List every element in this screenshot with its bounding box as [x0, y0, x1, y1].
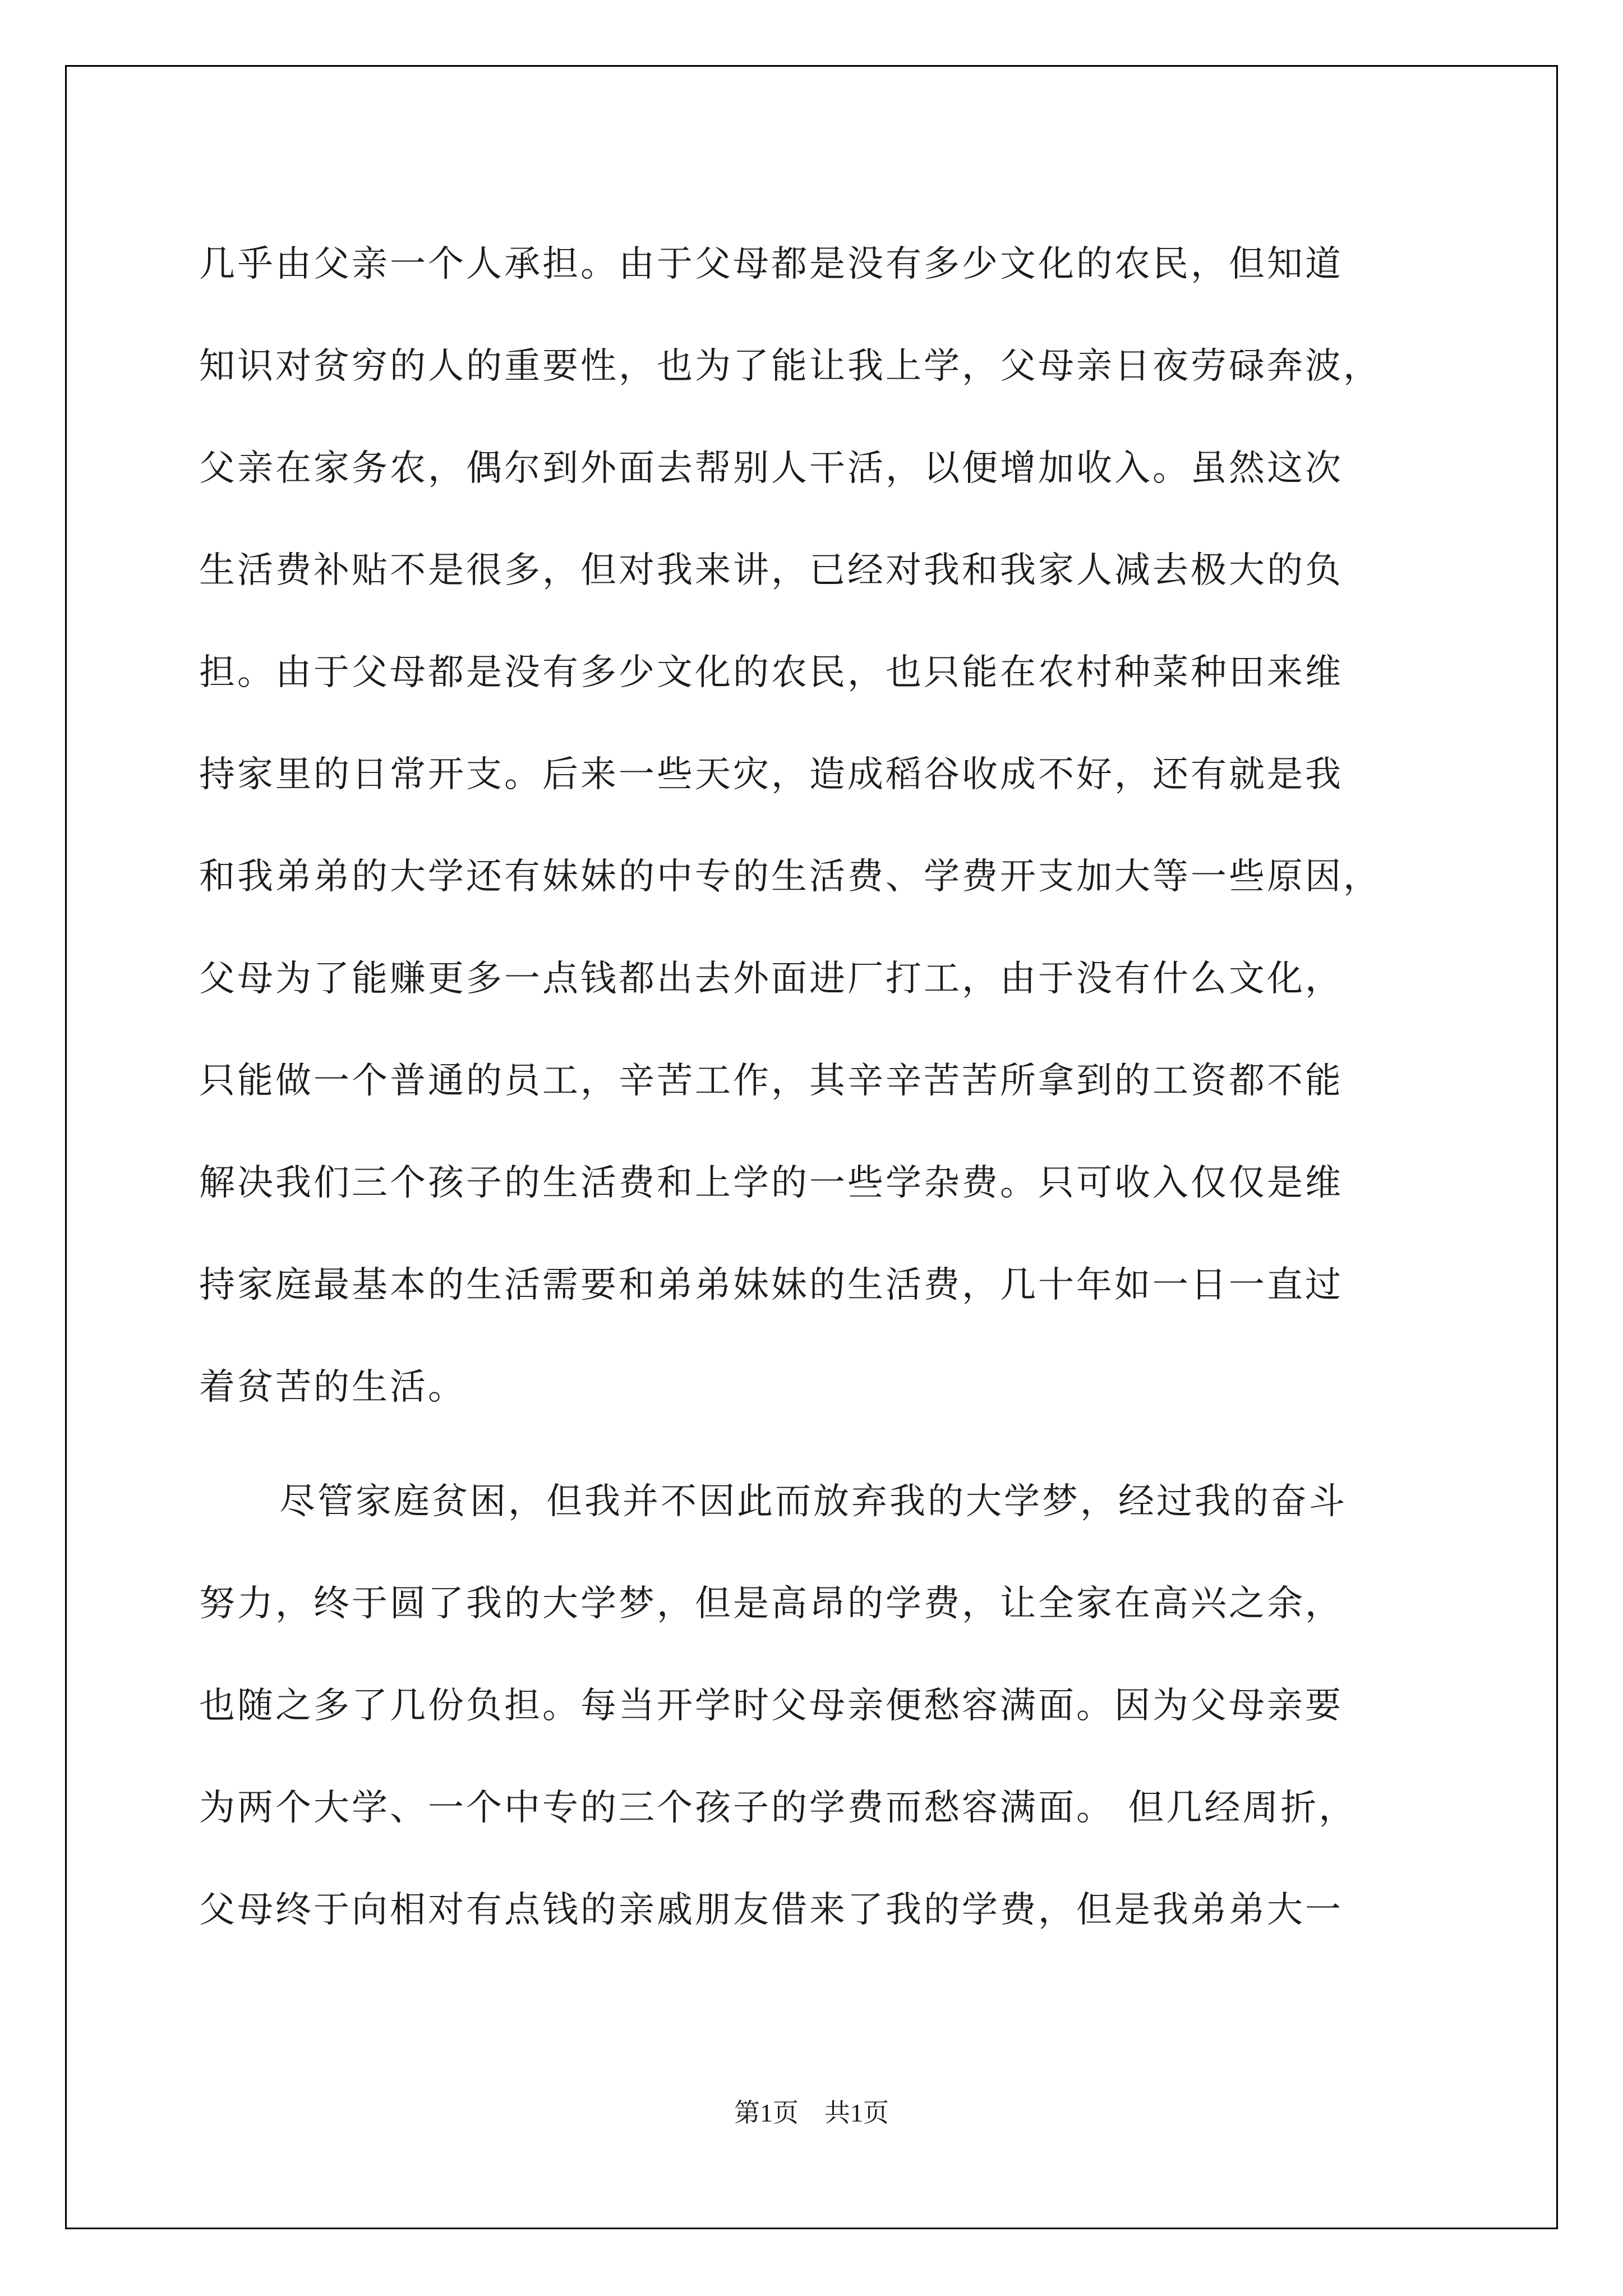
text-line: 和我弟弟的大学还有妹妹的中专的生活费、学费开支加大等一些原因， [199, 856, 1381, 898]
text-line: 着贫苦的生活。 [199, 1366, 466, 1408]
text-line: 父母为了能赚更多一点钱都出去外面进厂打工，由于没有什么文化， [199, 958, 1343, 1000]
text-line: 父母终于向相对有点钱的亲戚朋友借来了我的学费，但是我弟弟大一 [199, 1889, 1343, 1931]
text-line: 担。由于父母都是没有多少文化的农民，也只能在农村种菜种田来维 [199, 652, 1343, 693]
document-body [199, 213, 1427, 1961]
text-line: 生活费补贴不是很多，但对我来讲，已经对我和我家人减去极大的负 [199, 550, 1343, 591]
text-line: 也随之多了几份负担。每当开学时父母亲便愁容满面。因为父母亲要 [199, 1685, 1343, 1727]
paragraph-gap [199, 1438, 1427, 1451]
text-line: 只能做一个普通的员工，辛苦工作，其辛辛苦苦所拿到的工资都不能 [199, 1060, 1343, 1102]
paragraph-1 [199, 213, 1427, 1438]
text-line: 父亲在家务农，偶尔到外面去帮别人干活，以便增加收入。虽然这次 [199, 448, 1343, 489]
text-line: 知识对贫穷的人的重要性，也为了能让我上学，父母亲日夜劳碌奔波， [199, 346, 1381, 387]
text-line: 持家里的日常开支。后来一些天灾，造成稻谷收成不好，还有就是我 [199, 754, 1343, 795]
text-line: 几乎由父亲一个人承担。由于父母都是没有多少文化的农民，但知道 [199, 243, 1343, 285]
text-line: 尽管家庭贫困，但我并不因此而放弃我的大学梦，经过我的奋斗 [279, 1481, 1347, 1522]
text-line: 解决我们三个孩子的生活费和上学的一些学杂费。只可收入仅仅是维 [199, 1162, 1343, 1204]
paragraph-2 [199, 1451, 1427, 1961]
text-line: 努力，终于圆了我的大学梦，但是高昂的学费，让全家在高兴之余， [199, 1583, 1343, 1625]
text-line: 为两个大学、一个中专的三个孩子的学费而愁容满面。 但几经周折， [199, 1787, 1357, 1829]
page-number-footer: 第1页 共1页 [734, 2099, 889, 2127]
text-line: 持家庭最基本的生活需要和弟弟妹妹的生活费，几十年如一日一直过 [199, 1264, 1343, 1306]
